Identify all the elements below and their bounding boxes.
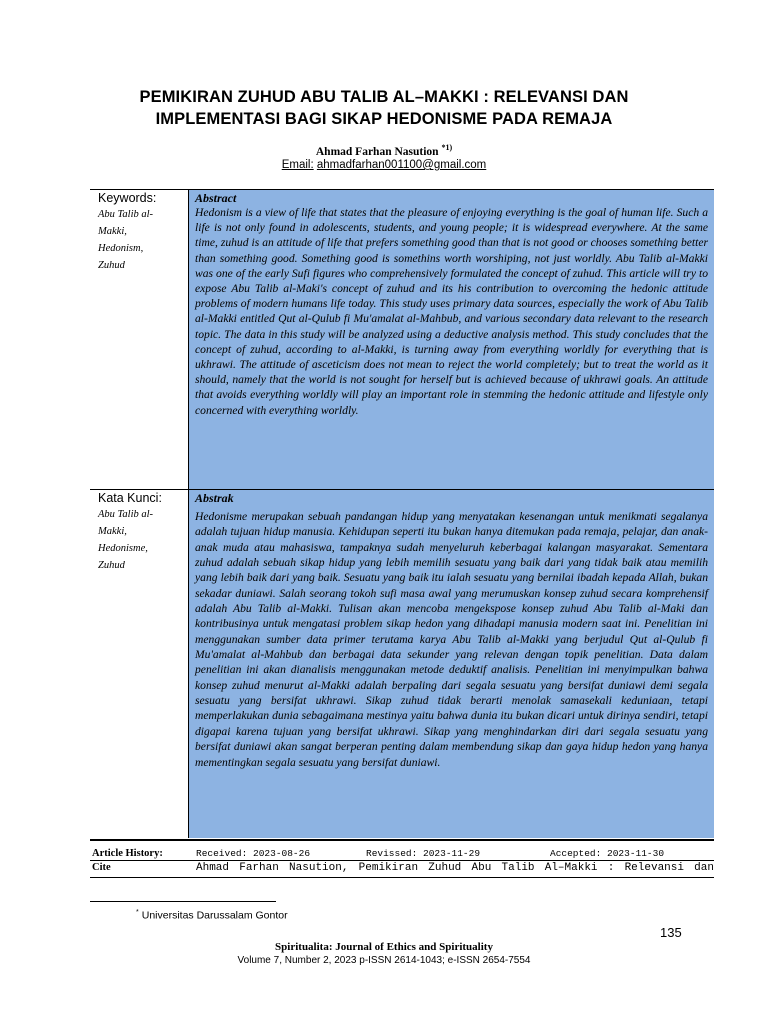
abstrak-cell (188, 490, 714, 838)
keyword: Zuhud (98, 260, 125, 271)
history-label: Article History: (92, 848, 163, 859)
abstract-heading: Abstract (195, 191, 237, 205)
page-number: 135 (660, 925, 682, 940)
accepted-date: Accepted: 2023-11-30 (550, 848, 665, 859)
footnote-mark: * (136, 909, 139, 916)
abstract-text: Hedonism is a view of life that states that the pleasure of enjoying everything is the goal of human life. Such a life is not only found in adolescents, students, and young people; it is widespread everywhere. At the same time, zuhud is an attitude of life that prefers something good than that is not good or chooses something better than something good. Something good is somethins worth worshiping, not just worldly. Abu Talib al-Makki was one of the early Sufi figures who comprehensively formulated the concept of zuhud. This article will try to expose Abu Talib al-Maki's concept of zuhud and its his contribution to overcoming the hedonic attitude problems of modern humans life today. This study uses primary data sources, especially the work of Abu Talib al-Makki entitled Qut al-Qulub fi Mu'amalat al-Mahbub, and various secondary data relevant to the research topic. The data in this study will be analyzed using a deductive analysis method. This study concludes that the concept of zuhud, according to al-Makki, is turning away from everything worldly for everything that is ukhrawi. The attitude of asceticism does not mean to reject the world completely; but to treat the world as it should, namely that the world is not sought for herself but is achieved because of ukhrawi goals. An attitude that avoids everything worldly will play an important role in stemming the hedonic attitude and lifestyle only concerned with everything worldly. (195, 206, 708, 417)
keyword: Abu Talib al- (98, 509, 154, 520)
author-email (0, 159, 768, 171)
kata-kunci-cell (90, 490, 188, 574)
cite-text: Ahmad Farhan Nasution, Pemikiran Zuhud Abu Talib Al–Makki : Relevansi dan (196, 862, 714, 874)
indonesian-abstract-row (90, 490, 714, 838)
abstrak-heading: Abstrak (195, 491, 234, 505)
author-mark: *1) (441, 143, 453, 152)
title-line-1: PEMIKIRAN ZUHUD ABU TALIB AL–MAKKI : RELEVANSI DAN (139, 88, 629, 106)
keyword: Hedonisme, (98, 543, 148, 554)
keywords-cell (90, 190, 188, 274)
author-name: Ahmad Farhan Nasution (315, 145, 439, 158)
received-date: Received: 2023-08-26 (196, 848, 311, 859)
cite-label: Cite (92, 862, 111, 873)
history-rule (90, 860, 714, 861)
footnote (136, 909, 288, 922)
keyword: Zuhud (98, 560, 125, 571)
title-line-2: IMPLEMENTASI BAGI SIKAP HEDONISME PADA REMAJA (155, 110, 613, 128)
journal-volume: Volume 7, Number 2, 2023 p-ISSN 2614-1043; e-ISSN 2654-7554 (237, 955, 531, 966)
footnote-rule (90, 901, 276, 902)
email-label: Email: (281, 159, 314, 171)
cite-rule (90, 877, 714, 878)
abstrak-text: Hedonisme merupakan sebuah pandangan hidup yang menyatakan kesenangan untuk menikmati segalanya adalah tujuan hidup manusia. Kehidupan seperti itu bukan hanya ditemukan pada remaja, pelajar, dan anak-anak muda atau mahasiswa, tampaknya sudah menyeluruh keberbagai kalangan masyarakat. Sementara zuhud adalah sebuah sikap hidup yang lebih memilih sesuatu yang baik dari yang tidak baik atau memilih yang lebih baik dari yang baik. Sesuatu yang baik itu ialah sesuatu yang bernilai ibadah kepada Allah, bukan sekadar duniawi. Salah seorang tokoh sufi masa awal yang merumuskan konsep zuhud secara komprehensif adalah Abu Talib al-Makki. Tulisan akan mencoba mengekspose konsep zuhud Abu Talib al-Maki dan kontribusinya untuk mengatasi problem sikap hedon yang dihadapi manusia modern saat ini. Penelitian ini menggunakan sumber data primer terutama karya Abu Talib al-Makki yang berjudul Qut al-Qulub fi Mu'amalat al-Mahbub dan berbagai data sekunder yang relevan dengan topik penelitian. Data dalam penelitian ini akan dianalisis menggunakan metode deduktif analisis. Penelitian ini menyimpulkan bahwa konsep zuhud menurut al-Makki adalah berpaling dari segala sesuatu yang bersifat duniawi demi segala sesuatu yang bersifat ukhrawi. Sikap zuhud tidak berarti menolak samasekali keduniaan, tetapi memperlakukan dunia sebagaimana mestinya yaitu bahwa dunia itu bukan dicari untuk dirinya sendiri, tetapi digapai karena tujuan yang bersifat ukhrawi. Sikap yang menghindarkan diri dari segala sesuatu yang bersifat duniawi akan sangat berperan penting dalam membendung sikap dan gaya hidup hedon yang hanya mementingkan segala sesuatu yang bersifat duniawi. (195, 510, 708, 769)
english-abstract-row (90, 190, 714, 489)
keywords-list (90, 206, 188, 274)
journal-name: Spiritualita: Journal of Ethics and Spirituality (275, 941, 493, 953)
author (0, 143, 768, 158)
keywords-heading: Keywords: (98, 191, 157, 205)
revised-date: Revissed: 2023-11-29 (366, 848, 481, 859)
email-address[interactable]: ahmadfarhan001100@gmail.com (316, 159, 487, 171)
row-divider-rule (90, 489, 714, 490)
keyword: Abu Talib al- (98, 209, 154, 220)
kata-kunci-heading: Kata Kunci: (98, 491, 162, 505)
table-bottom-rule (90, 839, 714, 841)
keyword: Hedonism, (98, 243, 144, 254)
kata-kunci-list (90, 506, 188, 574)
footnote-text: Universitas Darussalam Gontor (141, 909, 288, 922)
abstract-cell (188, 190, 714, 489)
keyword: Makki, (98, 226, 127, 237)
keyword: Makki, (98, 526, 127, 537)
paper-title (60, 86, 708, 130)
